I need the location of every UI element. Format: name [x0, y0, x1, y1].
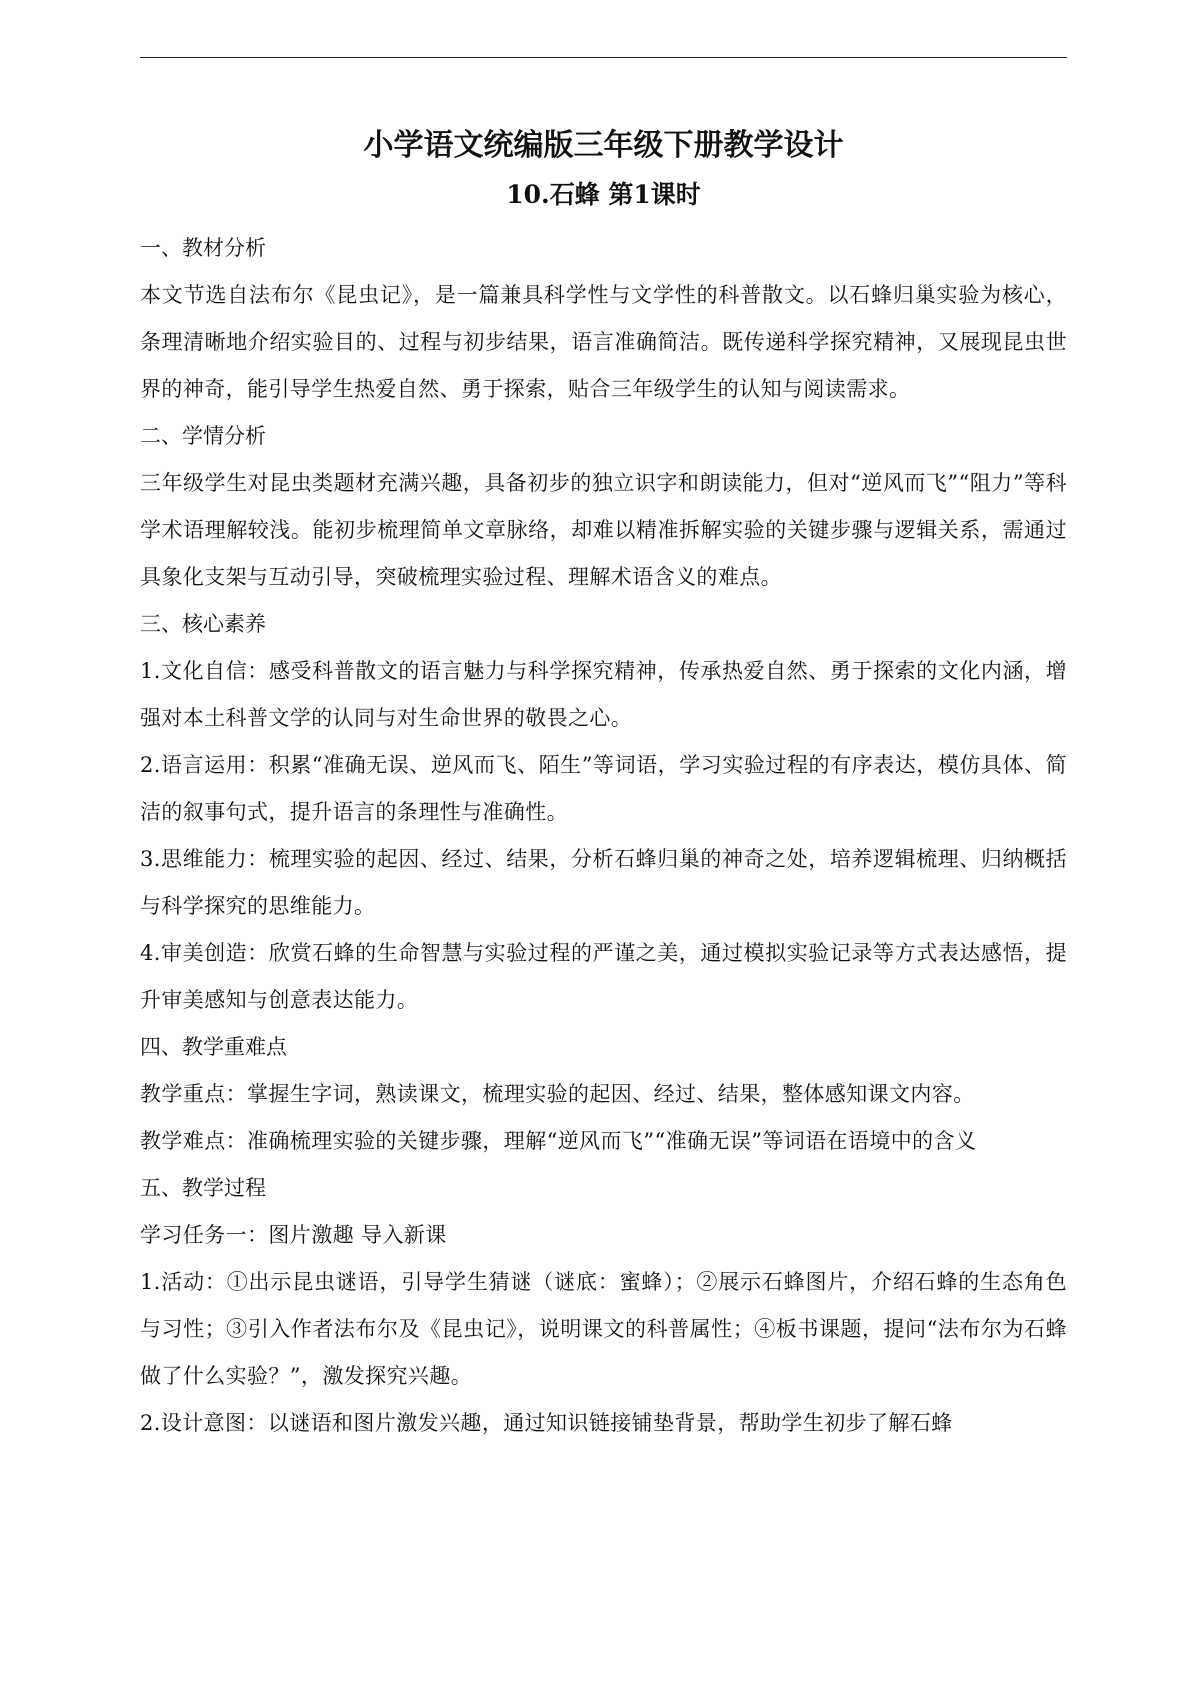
paragraph: 教学重点：掌握生字词，熟读课文，梳理实验的起因、经过、结果，整体感知课文内容。: [140, 1082, 975, 1106]
section-textbook-analysis: [140, 225, 1067, 413]
section-heading: 二、学情分析: [140, 424, 266, 448]
document-subtitle: 10.石蜂 第1课时: [506, 180, 701, 209]
section-heading: 三、核心素养: [140, 612, 266, 636]
section-core-literacy: [140, 601, 1067, 1024]
paragraph: 4.审美创造：欣赏石蜂的生命智慧与实验过程的严谨之美，通过模拟实验记录等方式表达感悟，提升审美感知与创意表达能力。: [140, 941, 1067, 1012]
paragraph: 3.思维能力：梳理实验的起因、经过、结果，分析石蜂归巢的神奇之处，培养逻辑梳理、归纳概括与科学探究的思维能力。: [140, 847, 1067, 918]
section-heading: 五、教学过程: [140, 1176, 266, 1200]
paragraph: 2.设计意图：以谜语和图片激发兴趣，通过知识链接铺垫背景，帮助学生初步了解石蜂: [140, 1411, 953, 1435]
section-key-difficulties: [140, 1024, 1067, 1165]
section-heading: 一、教材分析: [140, 236, 266, 260]
document-title: 小学语文统编版三年级下册教学设计: [363, 128, 844, 163]
paragraph: 1.文化自信：感受科普散文的语言魅力与科学探究精神，传承热爱自然、勇于探索的文化内涵，增强对本土科普文学的认同与对生命世界的敬畏之心。: [140, 659, 1067, 730]
section-teaching-process: [140, 1165, 1067, 1447]
paragraph: 三年级学生对昆虫类题材充满兴趣，具备初步的独立识字和朗读能力，但对“逆风而飞”“阻力”等科学术语理解较浅。能初步梳理简单文章脉络，却难以精准拆解实验的关键步骤与逻辑关系，需通过具象化支架与互动引导，突破梳理实验过程、理解术语含义的难点。: [140, 471, 1067, 589]
paragraph: 本文节选自法布尔《昆虫记》，是一篇兼具科学性与文学性的科普散文。以石蜂归巢实验为核心，条理清晰地介绍实验目的、过程与初步结果，语言准确简洁。既传递科学探究精神，又展现昆虫世界的神奇，能引导学生热爱自然、勇于探索，贴合三年级学生的认知与阅读需求。: [140, 283, 1067, 401]
document-page: [140, 125, 1067, 1447]
paragraph: 2.语言运用：积累“准确无误、逆风而飞、陌生”等词语，学习实验过程的有序表达，模仿具体、简洁的叙事句式，提升语言的条理性与准确性。: [140, 753, 1067, 824]
section-student-analysis: [140, 413, 1067, 601]
header-rule: [140, 57, 1067, 58]
paragraph: 学习任务一：图片激趣 导入新课: [140, 1223, 447, 1247]
section-heading: 四、教学重难点: [140, 1035, 287, 1059]
paragraph: 教学难点：准确梳理实验的关键步骤，理解“逆风而飞”“准确无误”等词语在语境中的含义: [140, 1129, 977, 1153]
paragraph: 1.活动：①出示昆虫谜语，引导学生猜谜（谜底：蜜蜂）；②展示石蜂图片，介绍石蜂的生态角色与习性；③引入作者法布尔及《昆虫记》，说明课文的科普属性；④板书课题，提问“法布尔为石蜂做了什么实验？”，激发探究兴趣。: [140, 1270, 1067, 1388]
